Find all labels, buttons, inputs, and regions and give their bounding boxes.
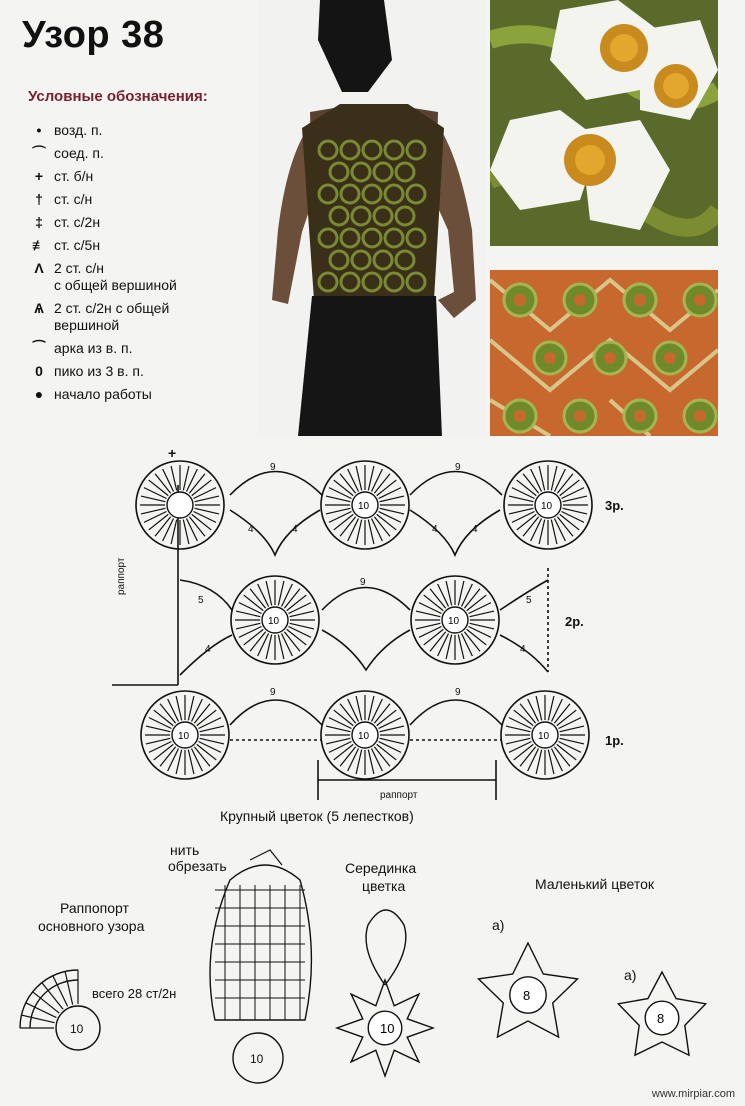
- legend-item: [28, 214, 258, 231]
- legend-label-line: 2 ст. с/2н с общей: [54, 300, 170, 316]
- crochet-chart: [0, 440, 745, 800]
- start-icon: ●: [34, 386, 44, 402]
- total-stitches-label: всего 28 ст/2н: [92, 986, 177, 1001]
- legend-label-line: ст. с/2н: [54, 214, 101, 230]
- motif-wheel: [501, 691, 589, 779]
- single-crochet-icon: +: [34, 168, 44, 184]
- legend-label: [50, 168, 93, 185]
- legend-item: [28, 145, 258, 162]
- legend-label: [50, 145, 104, 162]
- motif-center-number: 10: [268, 616, 280, 627]
- arch-label: 9: [270, 462, 276, 473]
- legend-item: [28, 340, 258, 357]
- legend-label-line: 2 ст. с/н: [54, 260, 104, 276]
- small-flower-caption: Маленький цветок: [535, 876, 655, 892]
- legend-label: [50, 237, 100, 254]
- picot-icon: 0: [35, 363, 43, 379]
- legend-item: [28, 237, 258, 254]
- legend-item: [28, 168, 258, 185]
- page-title: Узор 38: [22, 14, 165, 56]
- double-crochet-icon: †: [35, 191, 43, 207]
- arch-label: 9: [360, 577, 366, 588]
- row-label-1: 1р.: [605, 733, 624, 748]
- big-flower-caption: Крупный цветок (5 лепестков): [220, 808, 414, 824]
- motif-wheel: [231, 576, 319, 664]
- main-repeat-caption-2: основного узора: [38, 918, 145, 934]
- arch-label: 9: [270, 687, 276, 698]
- motif-wheel: [504, 461, 592, 549]
- motif-center-number: 10: [448, 616, 460, 627]
- chain-stitch-icon: •: [36, 122, 42, 138]
- arch-label: 5: [526, 595, 532, 606]
- legend-label-line: ст. б/н: [54, 168, 94, 184]
- repeat-label-horizontal: раппорт: [380, 790, 418, 800]
- legend-label: [50, 214, 100, 231]
- row-label-2: 2р.: [565, 614, 584, 629]
- flower-center-caption-2: цветка: [362, 878, 406, 894]
- dc2tog-icon: Λ: [34, 260, 44, 276]
- arch-label: 9: [455, 687, 461, 698]
- motif-wheel: [141, 691, 229, 779]
- arch-label: 5: [198, 595, 204, 606]
- repeat-label-vertical: раппорт: [116, 557, 127, 595]
- legend-item: [28, 191, 258, 208]
- legend-item: [28, 300, 258, 334]
- legend-label: [50, 300, 169, 334]
- chain-arch-icon: ⁀: [33, 340, 45, 356]
- arch-label: 4: [472, 524, 478, 535]
- legend-label: [50, 340, 133, 357]
- legend-label-line: арка из в. п.: [54, 340, 133, 356]
- arch-label: 9: [455, 462, 461, 473]
- legend-label-line: соед. п.: [54, 145, 104, 161]
- center-number: 10: [250, 1052, 264, 1066]
- flower-center-caption-1: Серединка: [345, 860, 417, 876]
- arch-label: 4: [520, 644, 526, 655]
- crochet-mesh-photo: [490, 270, 718, 436]
- legend-label: [50, 122, 102, 139]
- slip-stitch-icon: ⌒: [32, 145, 46, 161]
- treble-crochet-icon: ‡: [35, 214, 43, 230]
- legend-label-line: пико из 3 в. п.: [54, 363, 144, 379]
- legend-label: [50, 363, 144, 380]
- legend-label-line: ст. с/5н: [54, 237, 101, 253]
- star-center-number: 10: [380, 1021, 395, 1036]
- legend-item: [28, 363, 258, 380]
- motif-wheel: [321, 461, 409, 549]
- label-a: а): [624, 967, 637, 983]
- tr2tog-icon: Ѧ: [34, 300, 44, 316]
- motif-wheel: [411, 576, 499, 664]
- center-number: 10: [70, 1022, 84, 1036]
- star-motif: [618, 972, 705, 1055]
- legend-item: [28, 122, 258, 139]
- legend-label-line: возд. п.: [54, 122, 103, 138]
- model-back-photo: [258, 0, 486, 436]
- legend-label-line: ст. с/н: [54, 191, 93, 207]
- quintuple-crochet-icon: ≢: [32, 237, 46, 253]
- motif-wheel: [321, 691, 409, 779]
- legend-list: [28, 122, 258, 409]
- motif-wheel: [136, 461, 224, 549]
- cut-thread-label-1: нить: [170, 842, 200, 858]
- legend-label-line: начало работы: [54, 386, 152, 402]
- motif-center-number: 10: [358, 731, 370, 742]
- legend-label: [50, 260, 177, 294]
- legend-label: [50, 191, 92, 208]
- legend-label-line: вершиной: [54, 317, 120, 333]
- legend-item: [28, 260, 258, 294]
- row-label-3: 3р.: [605, 498, 624, 513]
- main-repeat-caption-1: Раппопорт: [60, 900, 129, 916]
- legend-heading: Условные обозначения:: [28, 88, 208, 105]
- arch-label: 4: [248, 524, 254, 535]
- legend-label: [50, 386, 152, 403]
- legend-label-line: с общей вершиной: [54, 277, 177, 293]
- star-center-number: 8: [523, 988, 531, 1003]
- star-center-number: 8: [657, 1011, 665, 1026]
- watermark: www.mirpiar.com: [651, 1088, 735, 1100]
- motif-center-number: 10: [178, 731, 190, 742]
- arch-label: 4: [292, 524, 298, 535]
- motif-center-number: 10: [538, 731, 550, 742]
- legend-item: [28, 386, 258, 403]
- star-motif: [479, 943, 578, 1037]
- start-plus-icon: +: [168, 445, 177, 461]
- sub-diagrams: [0, 830, 745, 1100]
- label-a: а): [492, 917, 505, 933]
- motif-center-number: 10: [541, 501, 553, 512]
- cut-thread-label-2: обрезать: [168, 858, 227, 874]
- motif-center-number: 10: [358, 501, 370, 512]
- star-motif: [337, 980, 433, 1076]
- arch-label: 4: [432, 524, 438, 535]
- crochet-flowers-photo: [490, 0, 718, 246]
- arch-label: 4: [205, 644, 211, 655]
